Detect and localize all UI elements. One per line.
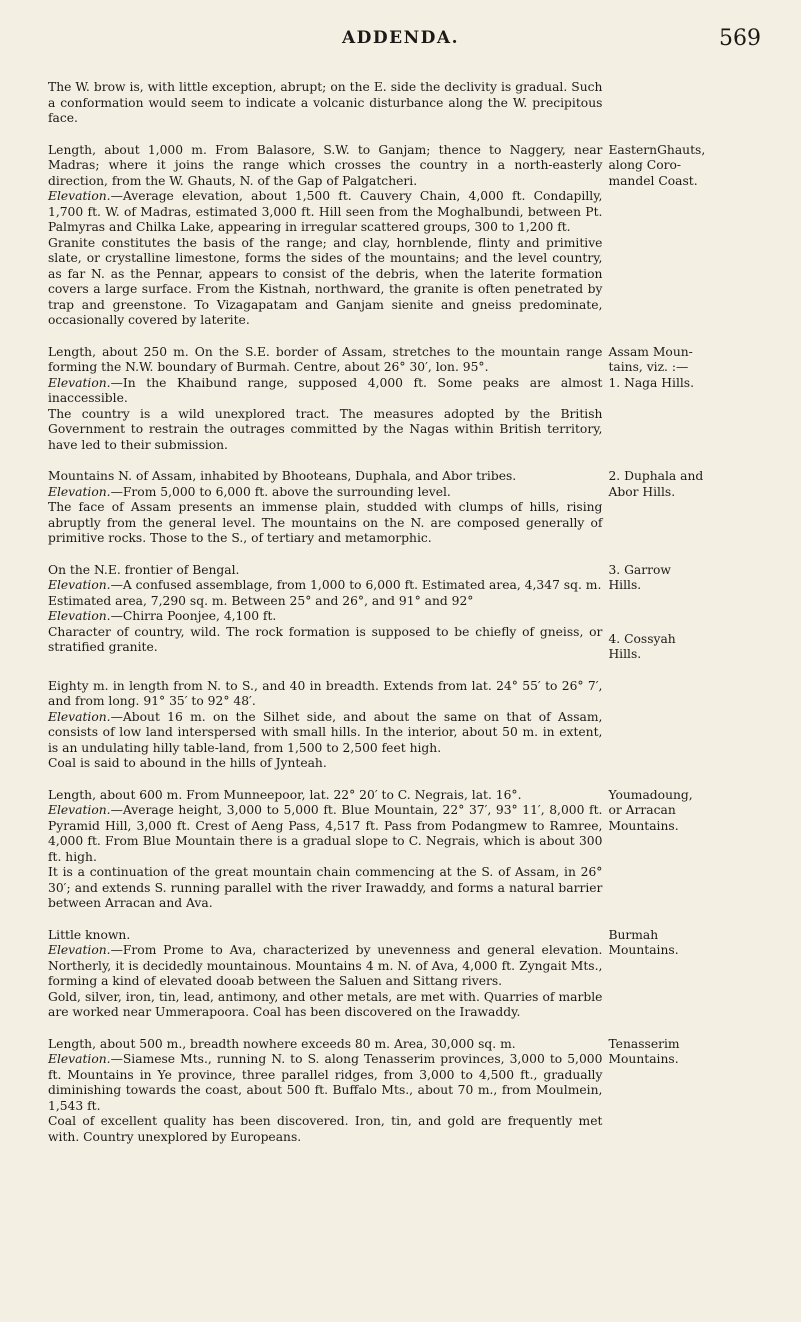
- entry: [48, 143, 766, 329]
- entry: [48, 1037, 766, 1146]
- marginal-note-line: tains, viz. :—: [608, 360, 689, 374]
- marginal-note-line: Abor Hills.: [608, 484, 676, 499]
- paragraph: [48, 376, 602, 407]
- paragraph-text: —In the Khaibund range, supposed 4,000 ft. Some peaks are almost inaccessible.: [48, 375, 603, 405]
- paragraph: [48, 563, 602, 579]
- paragraph-text: Eighty m. in length from N. to S., and 40 in breadth. Extends from lat. 24° 55′ to 26° 7′, and from long. 91° 35′ to 92° 48′.: [48, 678, 603, 708]
- paragraph: [48, 1052, 602, 1114]
- paragraph: [48, 500, 602, 547]
- entry-text: [48, 143, 602, 329]
- marginal-note-line: along Coro-: [608, 158, 682, 172]
- entry-text: [48, 80, 602, 127]
- paragraph: [48, 578, 602, 594]
- marginal-note-line: Tenasserim: [608, 1036, 680, 1051]
- paragraph-text: Coal is said to abound in the hills of Jynteah.: [48, 756, 327, 770]
- entry-text: [48, 345, 602, 454]
- paragraph: [48, 236, 602, 329]
- paragraph: [48, 1037, 602, 1053]
- paragraph: [48, 1114, 602, 1145]
- marginal-note-line: 4. Cossyah: [608, 631, 676, 646]
- marginal-note-line: 3. Garrow: [608, 562, 671, 577]
- paragraph: [48, 788, 602, 804]
- marginal-note: [602, 788, 766, 912]
- paragraph: [48, 609, 602, 625]
- marginal-note-line: Mountains.: [608, 1052, 679, 1066]
- marginal-note-line: Burmah: [608, 927, 659, 942]
- entry-text: [48, 788, 602, 912]
- paragraph-text: The W. brow is, with little exception, abrupt; on the E. side the declivity is gradual. Such a conformation would seem to indicate a volcanic disturbance along the W. precipitous face.: [48, 80, 603, 125]
- paragraph-text: Length, about 600 m. From Munneepoor, lat. 22° 20′ to C. Negrais, lat. 16°.: [48, 787, 522, 802]
- paragraph-text: —From 5,000 to 6,000 ft. above the surrounding level.: [110, 484, 451, 499]
- marginal-note-line: Youmadoung,: [608, 787, 693, 802]
- page-content: [48, 80, 766, 1161]
- paragraph: [48, 485, 602, 501]
- page-number: 569: [719, 26, 761, 51]
- paragraph-text: —Average height, 3,000 to 5,000 ft. Blue Mountain, 22° 37′, 93° 11′, 8,000 ft. Pyramid Hill, 3,000 ft. Crest of Aeng Pass, 4,517 ft. Pass from Podangmew to Ramree, 4,000 ft. From Blue Mountain there is a gradual slope to C. Negrais, which is about 300 ft. high.: [48, 803, 603, 864]
- paragraph: [48, 756, 602, 772]
- paragraph-text: Coal of excellent quality has been discovered. Iron, tin, and gold are frequently met with. Country unexplored by Europeans.: [48, 1114, 603, 1144]
- elevation-label: Elevation.: [48, 709, 111, 724]
- marginal-note: [602, 563, 766, 663]
- paragraph: [48, 679, 602, 710]
- elevation-label: Elevation.: [48, 375, 111, 390]
- elevation-label: Elevation.: [48, 609, 111, 623]
- marginal-note: [602, 1037, 766, 1146]
- paragraph-text: On the N.E. frontier of Bengal.: [48, 562, 240, 577]
- marginal-note: [602, 80, 766, 127]
- marginal-note: [602, 143, 766, 329]
- entry-text: [48, 928, 602, 1021]
- marginal-note: [602, 679, 766, 772]
- marginal-note-line: or Arracan: [608, 803, 676, 817]
- marginal-note-line: Hills.: [608, 647, 642, 661]
- marginal-note-line: mandel Coast.: [608, 173, 698, 188]
- paragraph: [48, 80, 602, 127]
- paragraph-text: Length, about 250 m. On the S.E. border of Assam, stretches to the mountain range forming the N.W. boundary of Burmah. Centre, about 26° 30′, lon. 95°.: [48, 344, 603, 374]
- paragraph: [48, 469, 602, 485]
- paragraph: [48, 943, 602, 990]
- paragraph: [48, 594, 602, 610]
- elevation-label: Elevation.: [48, 803, 111, 817]
- entry-text: [48, 679, 602, 772]
- marginal-note: [602, 928, 766, 1021]
- entry: [48, 679, 766, 772]
- paragraph: [48, 345, 602, 376]
- paragraph: [48, 803, 602, 865]
- entry: [48, 928, 766, 1021]
- paragraph-text: —Chirra Poonjee, 4,100 ft.: [110, 609, 277, 623]
- paragraph-text: Estimated area, 7,290 sq. m. Between 25° and 26°, and 91° and 92°: [48, 593, 474, 608]
- paragraph: [48, 865, 602, 912]
- paragraph: [48, 407, 602, 454]
- paragraph: [48, 143, 602, 190]
- marginal-note-line: Assam Moun-: [608, 344, 693, 359]
- paragraph-text: —Average elevation, about 1,500 ft. Cauvery Chain, 4,000 ft. Condapilly, 1,700 ft. W. of Madras, estimated 3,000 ft. Hill seen from the Moghalbundi, between Pt. Palmyras and Chilka Lake, appearing in irregular scattered groups, 300 to 1,200 ft.: [48, 189, 603, 234]
- marginal-note: [602, 469, 766, 547]
- marginal-note-line: 1. Naga Hills.: [608, 375, 695, 390]
- marginal-note-line: EasternGhauts,: [608, 142, 706, 157]
- marginal-gap: [608, 594, 766, 632]
- paragraph-text: Mountains N. of Assam, inhabited by Bhooteans, Duphala, and Abor tribes.: [48, 469, 517, 483]
- entry-text: [48, 469, 602, 547]
- paragraph-text: The face of Assam presents an immense plain, studded with clumps of hills, rising abruptly from the general level. The mountains on the N. are composed generally of primitive rocks. Those to the S., of tertiary and metamorphic.: [48, 500, 603, 545]
- paragraph-text: Length, about 500 m., breadth nowhere exceeds 80 m. Area, 30,000 sq. m.: [48, 1036, 516, 1051]
- paragraph: [48, 625, 602, 656]
- marginal-note-line: Mountains.: [608, 818, 679, 833]
- paragraph-text: —About 16 m. on the Silhet side, and about the same on that of Assam, consists of low land interspersed with small hills. In the interior, about 50 m. in extent, is an undulating hilly table-land, from 1,500 to 2,500 feet high.: [48, 709, 603, 755]
- running-head: [0, 28, 801, 58]
- entry: [48, 469, 766, 547]
- entry-text: [48, 563, 602, 663]
- marginal-note-line: 2. Duphala and: [608, 469, 704, 483]
- paragraph-text: Granite constitutes the basis of the range; and clay, hornblende, flinty and primitive slate, or crystalline limestone, forms the sides of the mountains; and the level country, as far N. as the Pennar, appears to consist of the debris, when the laterite formation covers a large surface. From the Kistnah, northward, the granite is often penetrated by trap and greenstone. To Vizagapatam and Ganjam sienite and gneiss predominate, occasionally covered by laterite.: [48, 235, 603, 327]
- elevation-label: Elevation.: [48, 189, 111, 203]
- paragraph: [48, 189, 602, 236]
- entry-text: [48, 1037, 602, 1146]
- paragraph-text: The country is a wild unexplored tract. The measures adopted by the British Government to restrain the outrages committed by the Nagas within British territory, have led to their submission.: [48, 406, 603, 452]
- paragraph-text: It is a continuation of the great mountain chain commencing at the S. of Assam, in 26° 30′; and extends S. running parallel with the river Irawaddy, and forms a natural barrier between Arracan and Ava.: [48, 865, 603, 910]
- elevation-label: Elevation.: [48, 578, 111, 592]
- paragraph: [48, 990, 602, 1021]
- elevation-label: Elevation.: [48, 943, 111, 957]
- paragraph: [48, 928, 602, 944]
- paragraph-text: Gold, silver, iron, tin, lead, antimony, and other metals, are met with. Quarries of marble are worked near Ummerapoora. Coal has been discovered on the Irawaddy.: [48, 989, 603, 1019]
- entry: [48, 563, 766, 663]
- marginal-note: [602, 345, 766, 454]
- marginal-note-line: Hills.: [608, 578, 642, 592]
- entry: [48, 788, 766, 912]
- entry: [48, 345, 766, 454]
- paragraph-text: Length, about 1,000 m. From Balasore, S.W. to Ganjam; thence to Naggery, near Madras; where it joins the range which crosses the country in a north-easterly direction, from the W. Ghauts, N. of the Gap of Palgatcheri.: [48, 142, 603, 188]
- elevation-label: Elevation.: [48, 484, 111, 499]
- paragraph-text: —A confused assemblage, from 1,000 to 6,000 ft. Estimated area, 4,347 sq. m.: [110, 578, 602, 592]
- paragraph-text: —Siamese Mts., running N. to S. along Tenasserim provinces, 3,000 to 5,000 ft. Mountains in Ye province, three parallel ridges, from 3,000 to 4,500 ft., gradually diminishing towards the coast, about 500 ft. Buffalo Mts., about 70 m., from Moulmein, 1,543 ft.: [48, 1052, 603, 1113]
- elevation-label: Elevation.: [48, 1052, 111, 1066]
- running-title: ADDENDA.: [341, 28, 460, 48]
- paragraph-text: —From Prome to Ava, characterized by unevenness and general elevation. Northerly, it is decidedly mountainous. Mountains 4 m. N. of Ava, 4,000 ft. Zyngait Mts., forming a kind of elevated dooab between the Saluen and Sittang rivers.: [48, 943, 603, 988]
- entry: [48, 80, 766, 127]
- marginal-note-line: Mountains.: [608, 943, 679, 957]
- paragraph-text: Little known.: [48, 927, 131, 942]
- paragraph-text: Character of country, wild. The rock formation is supposed to be chiefly of gneiss, or stratified granite.: [48, 624, 603, 654]
- paragraph: [48, 710, 602, 757]
